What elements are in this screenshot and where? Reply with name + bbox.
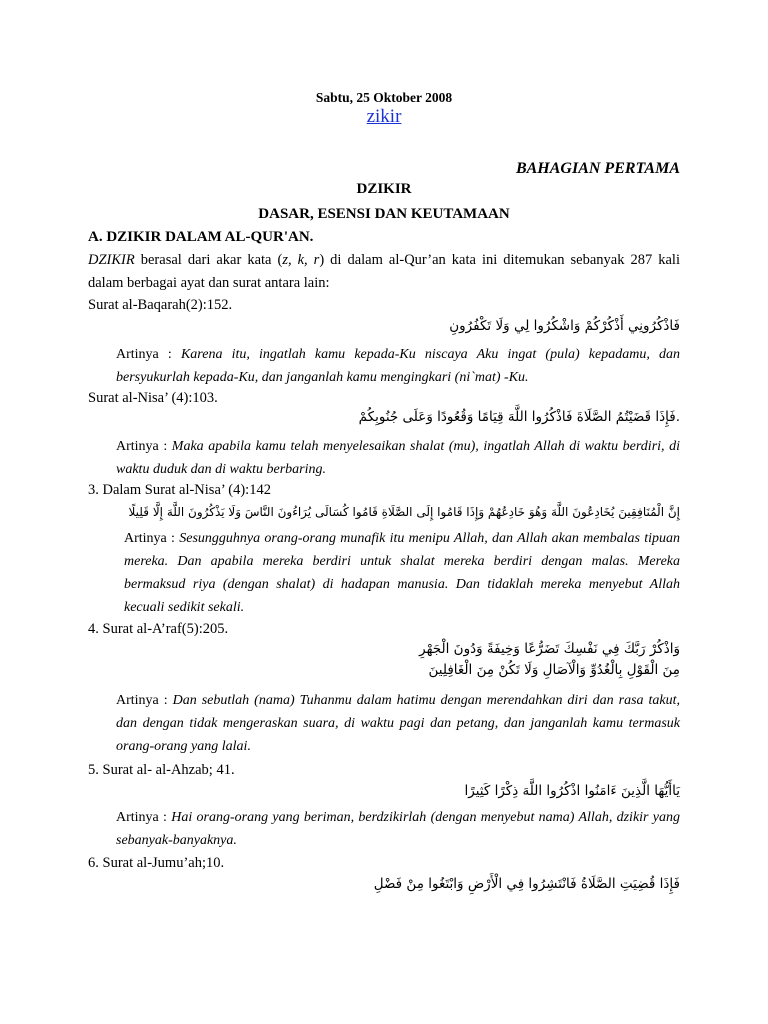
- arabic-verse: وَاذْكُرْ رَبَّكَ فِي نَفْسِكَ تَضَرُّعًا وَخِيفَةً وَدُونَ الْجَهْرِ: [419, 641, 680, 657]
- post-title-link[interactable]: zikir: [366, 106, 402, 127]
- verse-translation: [116, 435, 680, 481]
- verse-ref: Surat al-Nisa’ (4):103.: [88, 390, 218, 406]
- arabic-verse: يَاأَيُّهَا الَّذِينَ ءَامَنُوا اذْكُرُوا اللَّهَ ذِكْرًا كَثِيرًا: [464, 783, 680, 799]
- verse-translation: [124, 527, 680, 619]
- chapter-subheading: DASAR, ESENSI DAN KEUTAMAAN: [258, 206, 510, 222]
- translation-label: Artinya :: [116, 347, 181, 362]
- verse-ref: Surat al-Baqarah(2):152.: [88, 297, 233, 313]
- translation-label: Artinya :: [116, 693, 173, 708]
- verse-translation: [116, 343, 680, 389]
- verse-ref: 5. Surat al- al-Ahzab; 41.: [88, 762, 235, 778]
- verse-ref: 6. Surat al-Jumu’ah;10.: [88, 855, 225, 871]
- translation-label: Artinya :: [116, 439, 172, 454]
- verse-translation: [116, 806, 680, 852]
- intro-root: z, k, r: [282, 252, 320, 268]
- arabic-verse: مِنَ الْقَوْلِ بِالْغُدُوِّ وَالْآصَالِ وَلَا تَكُنْ مِنَ الْغَافِلِينَ: [428, 662, 680, 678]
- intro-text-1: berasal dari akar kata (: [134, 252, 283, 268]
- translation-text: Maka apabila kamu telah menyelesaikan shalat (mu), ingatlah Allah di waktu berdiri, di waktu duduk dan di waktu berbaring.: [116, 439, 680, 477]
- arabic-verse: فَإِذَا قُضِيَتِ الصَّلَاةُ فَانْتَشِرُوا فِي الْأَرْضِ وَابْتَغُوا مِنْ فَضْلِ: [373, 876, 680, 892]
- verse-translation: [116, 689, 680, 758]
- translation-text: Sesungguhnya orang-orang munafik itu menipu Allah, dan Allah akan membalas tipuan mereka. Dan apabila mereka berdiri untuk shalat mereka berdiri dengan malas. Mereka bermaksud riya (dengan shalat) di hadapan manusia. Dan tidaklah mereka menyebut Allah kecuali sedikit sekali.: [124, 531, 681, 615]
- translation-text: Karena itu, ingatlah kamu kepada-Ku niscaya Aku ingat (pula) kepadamu, dan bersyukurlah kepada-Ku, dan janganlah kamu mengingkari (ni`mat) -Ku.: [116, 347, 680, 385]
- translation-label: Artinya :: [116, 810, 172, 825]
- verse-ref: 4. Surat al-A’raf(5):205.: [88, 621, 229, 637]
- intro-paragraph: [88, 249, 680, 295]
- arabic-verse: فَاذْكُرُونِي أَذْكُرْكُمْ وَاشْكُرُوا لِي وَلَا تَكْفُرُونِ: [449, 318, 680, 334]
- post-title: [0, 106, 768, 128]
- verse-ref: 3. Dalam Surat al-Nisa’ (4):142: [88, 482, 271, 498]
- translation-label: Artinya :: [124, 531, 180, 546]
- translation-text: Dan sebutlah (nama) Tuhanmu dalam hatimu dengan merendahkan diri dan rasa takut, dan dengan tidak mengeraskan suara, di waktu pagi dan petang, dan janganlah kamu termasuk orang-orang yang lalai.: [116, 693, 681, 754]
- intro-term: DZIKIR: [88, 252, 135, 268]
- intro-text-2: ) di dalam al-Qur’an kata ini ditemukan sebanyak 287 kali dalam berbagai ayat dan surat antara lain:: [88, 252, 680, 291]
- arabic-verse: .فَإِذَا قَضَيْتُمُ الصَّلَاةَ فَاذْكُرُوا اللَّهَ قِيَامًا وَقُعُودًا وَعَلَى جُنُوبِكُمْ: [358, 409, 680, 425]
- chapter-heading: DZIKIR: [356, 181, 412, 197]
- translation-text: Hai orang-orang yang beriman, berdzikirlah (dengan menyebut nama) Allah, dzikir yang sebanyak-banyaknya.: [116, 810, 681, 848]
- section-heading: A. DZIKIR DALAM AL-QUR'AN.: [88, 229, 314, 245]
- post-date: Sabtu, 25 Oktober 2008: [315, 90, 453, 105]
- arabic-verse: إِنَّ الْمُنَافِقِينَ يُخَادِعُونَ اللَّهَ وَهُوَ خَادِعُهُمْ وَإِذَا قَامُوا إِلَى الصَّلَاةِ قَامُوا كُسَالَى يُرَاءُونَ النَّاسَ وَلَا يَذْكُرُونَ اللَّهَ إِلَّا قَلِيلًا: [128, 505, 680, 519]
- part-title: BAHAGIAN PERTAMA: [515, 160, 680, 177]
